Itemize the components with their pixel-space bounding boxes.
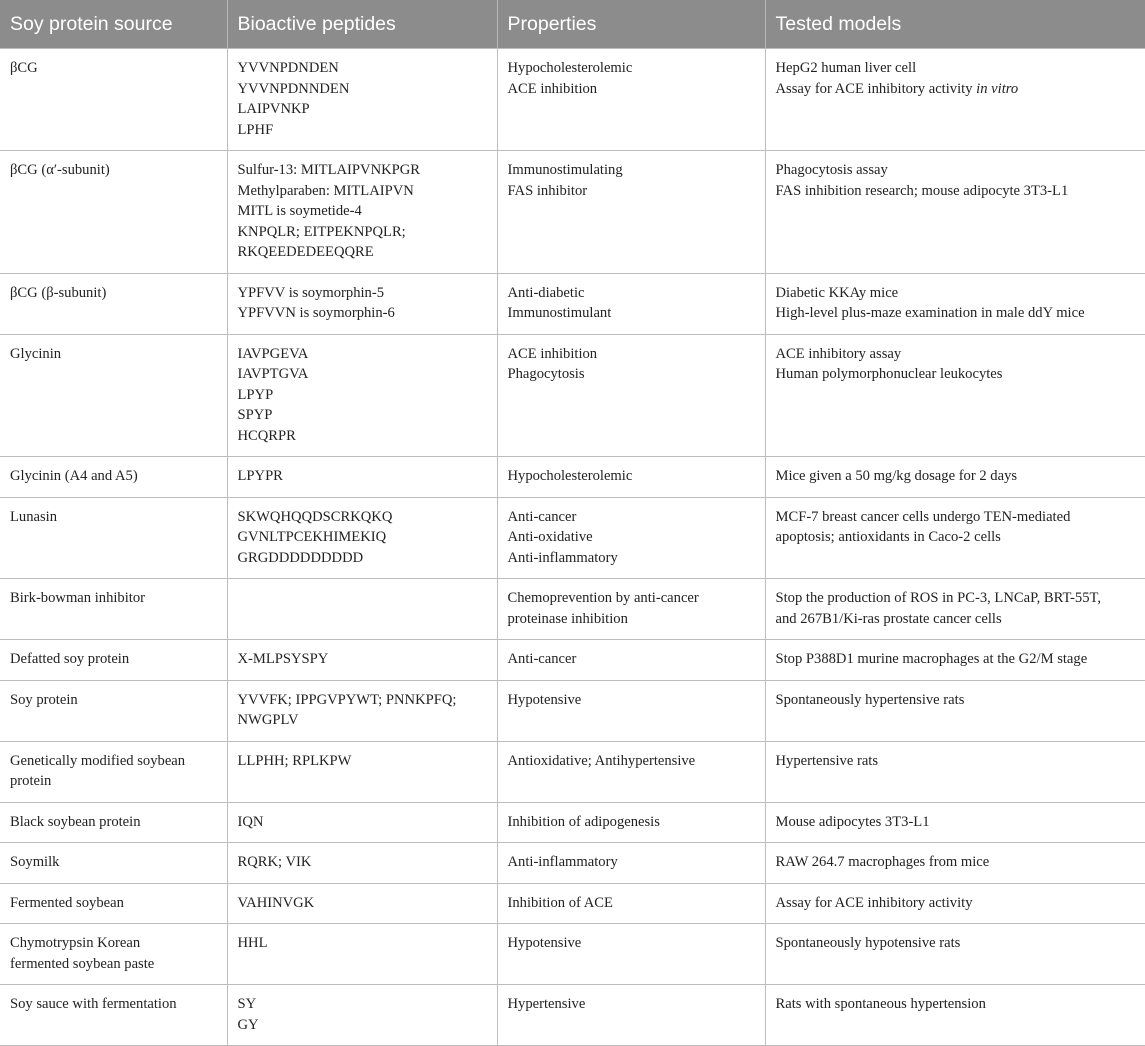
peptide-line: YVVNPDNDEN (237, 60, 339, 76)
property-line: Immunostimulant (507, 305, 612, 321)
property-line: ACE inhibition (507, 80, 598, 97)
model-line: Spontaneously hypertensive rats (775, 691, 965, 708)
cell-models (765, 924, 1145, 985)
property-line: Anti-diabetic (507, 284, 585, 301)
source-line: βCG (β-subunit) (10, 284, 107, 301)
property-line: proteinase inhibition (507, 610, 628, 627)
peptide-line: YVVNPDNNDEN (237, 80, 350, 97)
cell-models (765, 497, 1145, 579)
cell-source (0, 741, 227, 802)
property-line: Immunostimulating (507, 162, 623, 178)
table-row (0, 273, 1145, 334)
cell-models (765, 579, 1145, 640)
cell-peptides (227, 883, 497, 924)
cell-properties (497, 49, 765, 151)
source-line: protein (10, 773, 52, 789)
source-line: Soy sauce with fermentation (10, 996, 177, 1012)
table-header-row (0, 0, 1145, 49)
cell-properties (497, 640, 765, 681)
model-line: Phagocytosis assay (775, 162, 888, 178)
header-tested-models: Tested models (765, 0, 1145, 49)
source-line: fermented soybean paste (10, 955, 155, 972)
property-line: Chemoprevention by anti-cancer (507, 590, 699, 606)
peptide-line: SY (237, 996, 257, 1012)
table-row (0, 334, 1145, 457)
cell-source (0, 49, 227, 151)
cell-peptides (227, 680, 497, 741)
model-line: Hypertensive rats (775, 752, 879, 769)
property-line: Hypotensive (507, 935, 582, 951)
peptide-line: IAVPTGVA (237, 366, 309, 382)
cell-source (0, 457, 227, 498)
property-line: Anti-cancer (507, 651, 577, 667)
peptide-line: VAHINVGK (237, 894, 315, 911)
peptide-line: IAVPGEVA (237, 345, 309, 362)
property-line: Anti-inflammatory (507, 854, 618, 870)
table-row (0, 985, 1145, 1046)
cell-properties (497, 843, 765, 884)
model-line (776, 79, 1136, 100)
peptide-line: GVNLTPCEKHIMEKIQ (237, 529, 387, 545)
cell-models (765, 49, 1145, 151)
cell-properties (497, 151, 765, 274)
cell-source (0, 273, 227, 334)
peptide-line: LLPHH; RPLKPW (237, 752, 352, 769)
peptide-line: SKWQHQQDSCRKQKQ (237, 508, 393, 525)
cell-source (0, 640, 227, 681)
cell-source (0, 985, 227, 1046)
table-row (0, 741, 1145, 802)
source-line: Black soybean protein (10, 813, 141, 830)
cell-properties (497, 497, 765, 579)
property-line: Hypocholesterolemic (507, 468, 633, 484)
cell-peptides (227, 924, 497, 985)
cell-properties (497, 985, 765, 1046)
header-bioactive-peptides: Bioactive peptides (227, 0, 497, 49)
table-row (0, 680, 1145, 741)
cell-source (0, 680, 227, 741)
cell-source (0, 924, 227, 985)
model-text: Assay for ACE inhibitory activity (775, 80, 977, 97)
peptide-line: HCQRPR (237, 427, 296, 444)
peptide-line: YPFVVN is soymorphin-6 (237, 305, 395, 321)
model-line: RAW 264.7 macrophages from mice (775, 854, 990, 870)
model-line: apoptosis; antioxidants in Caco-2 cells (775, 529, 1001, 545)
model-line: Assay for ACE inhibitory activity (775, 894, 973, 911)
model-line: Mouse adipocytes 3T3-L1 (775, 813, 930, 830)
cell-peptides (227, 457, 497, 498)
cell-peptides (227, 273, 497, 334)
cell-properties (497, 802, 765, 843)
peptide-line: LPYPR (237, 468, 283, 484)
property-line: ACE inhibition (507, 345, 598, 362)
source-line: Lunasin (10, 508, 58, 525)
peptide-line: KNPQLR; EITPEKNPQLR; (237, 223, 406, 240)
property-line: Hypocholesterolemic (507, 60, 633, 76)
table-row (0, 883, 1145, 924)
source-line: βCG (α′-subunit) (10, 162, 110, 178)
peptide-line: NWGPLV (237, 712, 299, 728)
peptide-line: MITL is soymetide-4 (237, 203, 362, 219)
peptide-line: RKQEEDEDEEQQRE (237, 244, 374, 260)
property-line: Hypertensive (507, 996, 586, 1012)
peptide-line: Sulfur-13: MITLAIPVNKPGR (237, 162, 421, 178)
model-line: Human polymorphonuclear leukocytes (775, 366, 1003, 382)
source-line: Glycinin (10, 345, 62, 362)
peptide-line: YPFVV is soymorphin-5 (237, 284, 385, 301)
cell-properties (497, 883, 765, 924)
source-line: Soymilk (10, 854, 60, 870)
peptide-line: Methylparaben: MITLAIPVN (237, 182, 414, 199)
property-line: Inhibition of ACE (507, 894, 613, 911)
property-line: Anti-cancer (507, 508, 577, 525)
cell-models (765, 273, 1145, 334)
cell-source (0, 334, 227, 457)
table-row (0, 924, 1145, 985)
cell-peptides (227, 497, 497, 579)
peptide-line: X-MLPSYSPY (237, 651, 329, 667)
property-line: Anti-inflammatory (507, 549, 618, 566)
source-line: Genetically modified soybean (10, 752, 186, 769)
peptide-line: HHL (237, 935, 268, 951)
property-line: FAS inhibitor (507, 182, 588, 199)
cell-peptides (227, 843, 497, 884)
model-line: Rats with spontaneous hypertension (775, 996, 986, 1012)
cell-peptides (227, 741, 497, 802)
cell-properties (497, 741, 765, 802)
property-line: Antioxidative; Antihypertensive (507, 752, 696, 769)
peptide-line: YVVFK; IPPGVPYWT; PNNKPFQ; (237, 691, 457, 708)
cell-models (765, 985, 1145, 1046)
cell-source (0, 883, 227, 924)
peptide-line: RQRK; VIK (237, 854, 312, 870)
model-line: Stop P388D1 murine macrophages at the G2/M stage (775, 651, 1088, 667)
cell-models (765, 640, 1145, 681)
peptide-line: GY (237, 1016, 259, 1033)
source-line: Birk-bowman inhibitor (10, 590, 145, 606)
cell-peptides (227, 49, 497, 151)
cell-models (765, 802, 1145, 843)
table-row (0, 497, 1145, 579)
peptide-line: GRGDDDDDDDDD (237, 549, 364, 566)
cell-models (765, 843, 1145, 884)
cell-models (765, 334, 1145, 457)
model-line: HepG2 human liver cell (775, 60, 917, 76)
property-line: Inhibition of adipogenesis (507, 813, 660, 830)
model-line: Stop the production of ROS in PC-3, LNCaP, BRT-55T, (775, 590, 1101, 606)
table-row (0, 457, 1145, 498)
model-line: ACE inhibitory assay (775, 345, 902, 362)
cell-source (0, 843, 227, 884)
cell-models (765, 680, 1145, 741)
property-line: Hypotensive (507, 691, 582, 708)
header-properties: Properties (497, 0, 765, 49)
table-row (0, 843, 1145, 884)
cell-source (0, 802, 227, 843)
source-line: Defatted soy protein (10, 651, 130, 667)
cell-source (0, 151, 227, 274)
model-line: Mice given a 50 mg/kg dosage for 2 days (775, 468, 1018, 484)
cell-models (765, 457, 1145, 498)
cell-properties (497, 579, 765, 640)
table-row (0, 802, 1145, 843)
cell-peptides (227, 640, 497, 681)
peptide-line: SPYP (237, 407, 273, 423)
cell-peptides (227, 151, 497, 274)
model-line: and 267B1/Ki-ras prostate cancer cells (775, 610, 1002, 627)
peptide-line: IQN (237, 813, 264, 830)
peptide-line: LAIPVNKP (237, 101, 310, 117)
property-line: Anti-oxidative (507, 529, 593, 545)
cell-peptides (227, 579, 497, 640)
table-row (0, 640, 1145, 681)
cell-peptides (227, 334, 497, 457)
cell-models (765, 151, 1145, 274)
cell-properties (497, 273, 765, 334)
peptide-line: LPYP (237, 386, 274, 403)
cell-peptides (227, 802, 497, 843)
model-line: High-level plus-maze examination in male ddY mice (775, 305, 1085, 321)
cell-properties (497, 680, 765, 741)
cell-properties (497, 924, 765, 985)
table-row (0, 151, 1145, 274)
source-line: Soy protein (10, 691, 78, 708)
cell-models (765, 741, 1145, 802)
model-line: Spontaneously hypotensive rats (775, 935, 961, 951)
source-line: Glycinin (A4 and A5) (10, 468, 138, 484)
cell-peptides (227, 985, 497, 1046)
table-row (0, 579, 1145, 640)
peptide-line: LPHF (237, 121, 274, 138)
property-line: Phagocytosis (507, 366, 585, 382)
cell-properties (497, 457, 765, 498)
source-line: Fermented soybean (10, 894, 124, 911)
cell-properties (497, 334, 765, 457)
source-line: Chymotrypsin Korean (10, 935, 141, 951)
model-line: Diabetic KKAy mice (775, 284, 899, 301)
header-soy-protein-source: Soy protein source (0, 0, 227, 49)
source-line: βCG (10, 60, 38, 76)
model-line: MCF-7 breast cancer cells undergo TEN-mediated (775, 508, 1071, 525)
cell-source (0, 497, 227, 579)
model-italic-text: in vitro (976, 80, 1019, 97)
table-row (0, 49, 1145, 151)
model-line: FAS inhibition research; mouse adipocyte 3T3-L1 (775, 182, 1069, 199)
cell-models (765, 883, 1145, 924)
cell-source (0, 579, 227, 640)
